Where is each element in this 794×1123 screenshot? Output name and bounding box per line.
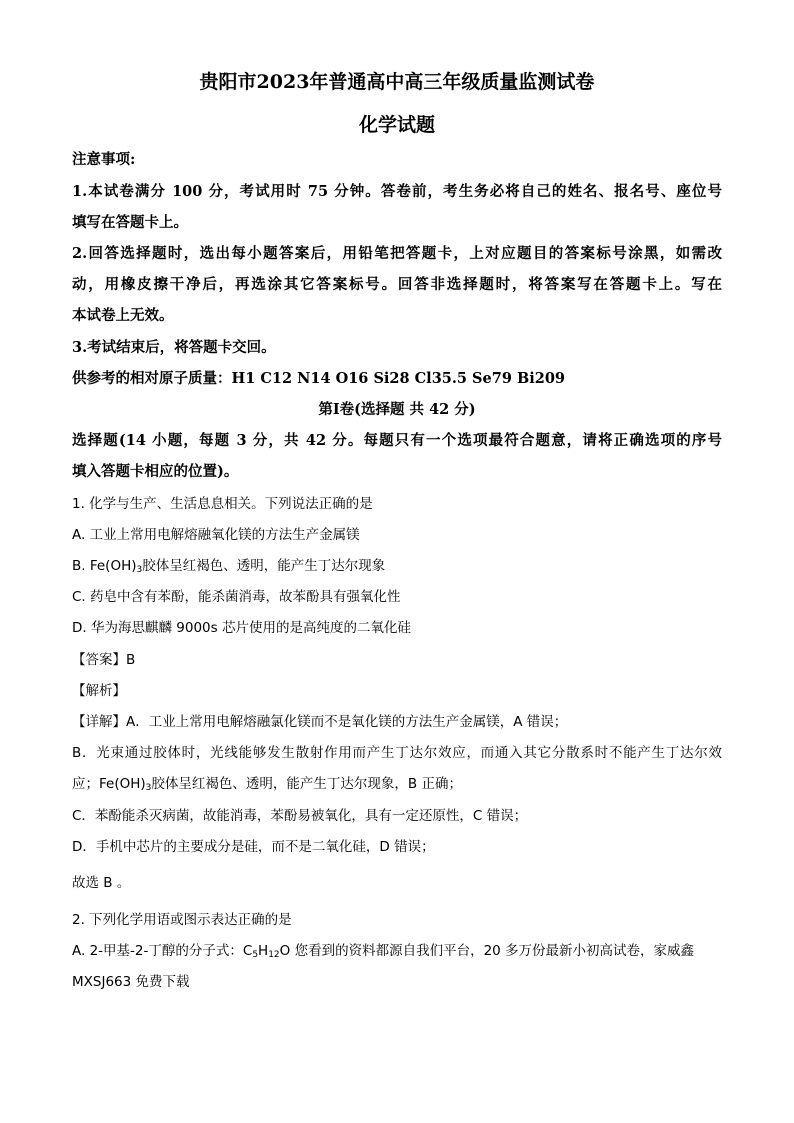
- question-1-option-a: A. 工业上常用电解熔融氧化镁的方法生产金属镁: [72, 527, 360, 543]
- notes-item-2-end: 本试卷上无效。: [72, 307, 174, 324]
- page-subtitle: 化学试题: [358, 114, 435, 136]
- notes-item-1-cont: 填写在答题卡上。: [72, 214, 188, 231]
- detail-b-cont: 应；$Fe(OH)_3$胶体呈红褐色、透明，能产生丁达尔现象，B 正确；: [72, 776, 462, 793]
- question-1-option-c: C. 药皂中含有苯酚，能杀菌消毒，故苯酚具有强氧化性: [72, 589, 401, 605]
- notes-item-2: 2.回答选择题时，选出每小题答案后，用铅笔把答题卡，上对应题目的答案标号涂黑，如需改: [72, 245, 722, 262]
- detail-c: C．苯酚能杀灭病菌，故能消毒，苯酚易被氧化，具有一定还原性，C 错误；: [72, 808, 528, 824]
- question-2-option-a: A. 2-甲基-2-丁醇的分子式：$C_5H_{12}O$ 您看到的资料都源自我们平台，20 多万份最新小初高试卷，家威鑫: [72, 943, 695, 960]
- detail-a: 【详解】A．工业上常用电解熔融氯化镁而不是氧化镁的方法生产金属镁，A 错误；: [72, 714, 568, 730]
- question-1-option-d: D. 华为海思麒麟 9000s 芯片使用的是高纯度的二氧化硅: [72, 620, 411, 636]
- notes-item-3: 3.考试结束后，将答题卡交回。: [72, 339, 276, 356]
- detail-d: D．手机中芯片的主要成分是硅，而不是二氧化硅，D 错误；: [72, 839, 435, 855]
- conclusion: 故选 B 。: [72, 875, 131, 891]
- analysis-label: 【解析】: [72, 683, 126, 699]
- section-title: 第Ⅰ卷(选择题 共 42 分): [318, 401, 476, 418]
- answer-label: 【答案】B: [72, 652, 136, 668]
- atomic-masses: 供参考的相对原子质量：H1 C12 N14 O16 Si28 Cl35.5 Se79 Bi209: [72, 370, 566, 387]
- notes-heading: 注意事项:: [72, 151, 136, 168]
- detail-b: B．光束通过胶体时，光线能够发生散射作用而产生丁达尔效应，而通入其它分散系时不能产生丁达尔效: [72, 745, 722, 761]
- question-2-stem: 2. 下列化学用语或图示表达正确的是: [72, 912, 292, 928]
- section-intro-cont: 填入答题卡相应的位置)。: [72, 463, 239, 480]
- question-1-option-b: B. $Fe(OH)_3$胶体呈红褐色、透明，能产生丁达尔现象: [72, 558, 386, 575]
- notes-item-2-cont: 动，用橡皮擦干净后，再选涂其它答案标号。回答非选择题时，将答案写在答题卡上。写在: [72, 276, 722, 293]
- notes-item-1: 1.本试卷满分 100 分，考试用时 75 分钟。答卷前，考生务必将自己的姓名、报名号、座位号: [72, 183, 722, 200]
- question-2-option-a-cont: MXSJ663 免费下载: [72, 974, 190, 990]
- page-title: 贵阳市2023年普通高中高三年级质量监测试卷: [199, 71, 595, 93]
- question-1-stem: 1. 化学与生产、生活息息相关。下列说法正确的是: [72, 496, 373, 512]
- section-intro: 选择题(14 小题，每题 3 分，共 42 分。每题只有一个选项最符合题意，请将正确选项的序号: [72, 432, 722, 449]
